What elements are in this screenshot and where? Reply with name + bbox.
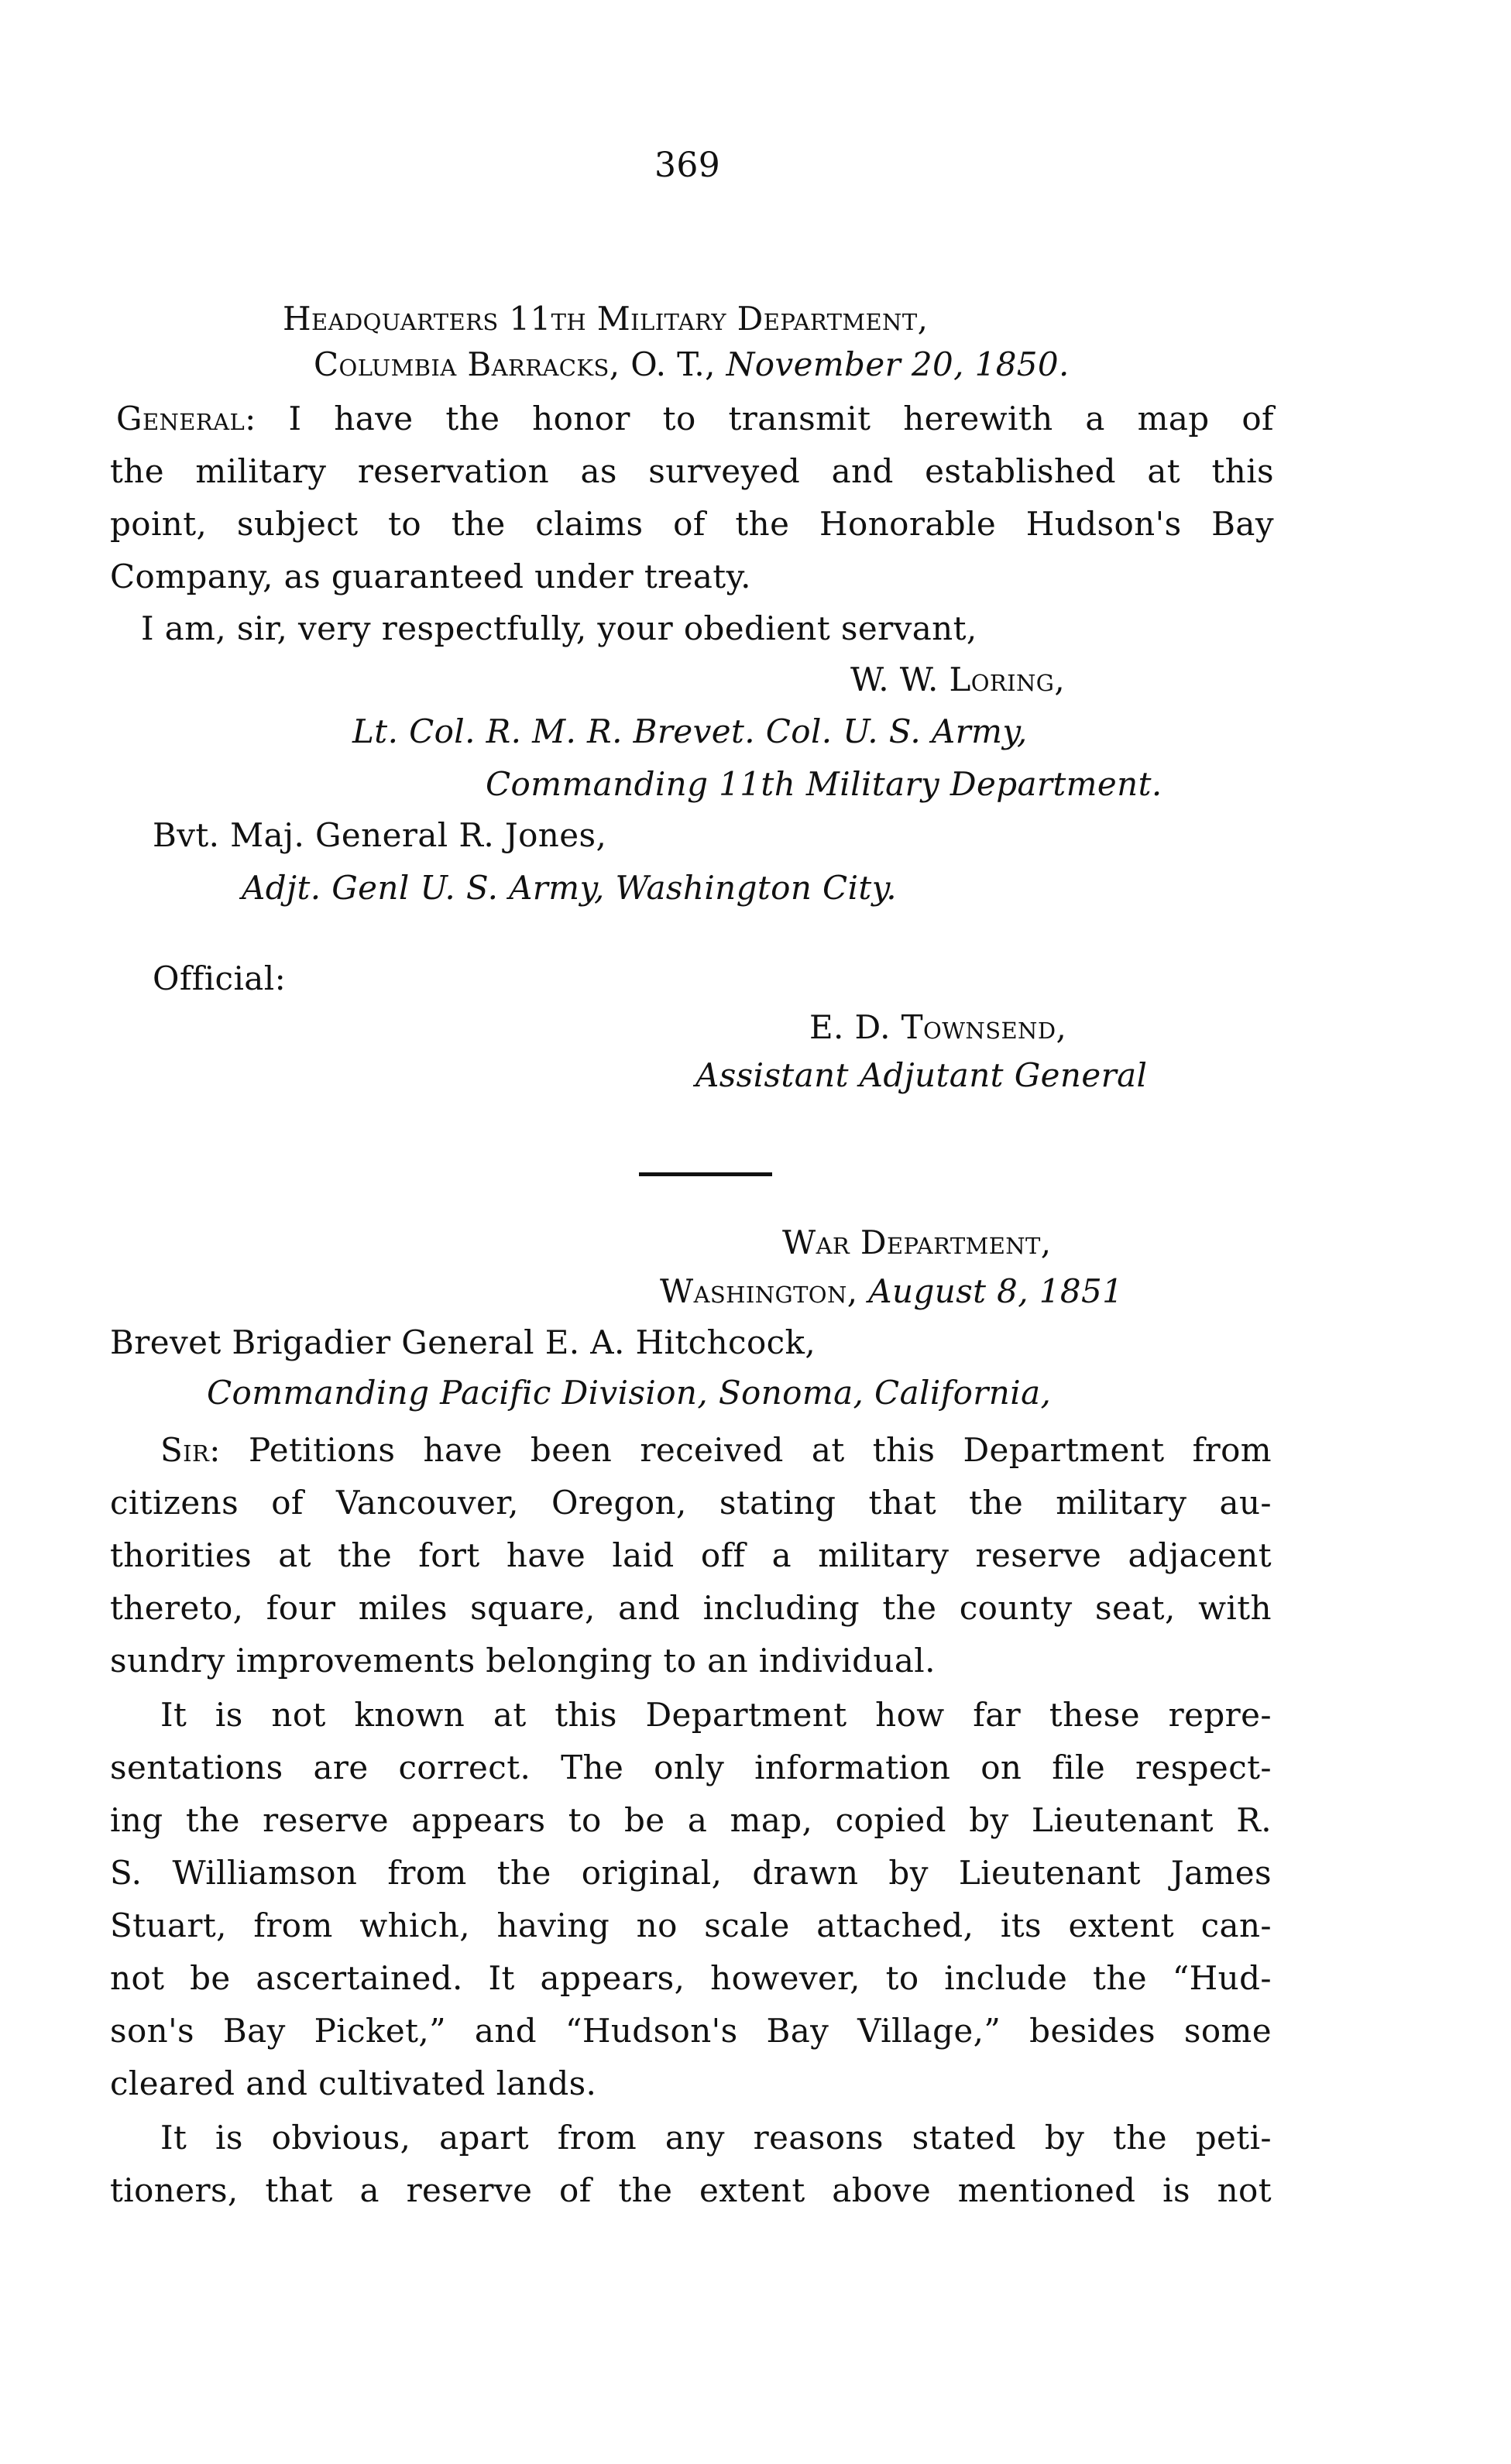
letter2-para1-line1 xyxy=(160,1429,1272,1472)
section-divider xyxy=(639,1172,772,1176)
letter2-para1-text: Petitions have been received at this Department from xyxy=(249,1431,1272,1469)
letter2-para2-line8: cleared and cultivated lands. xyxy=(110,2064,597,2102)
letter2-addressee-name: Brevet Brigadier General E. A. Hitchcock, xyxy=(110,1323,816,1361)
letter1-heading-line1: Headquarters 11th Military Department, xyxy=(283,300,929,338)
letter1-heading-line2 xyxy=(314,343,1070,386)
page-number: 369 xyxy=(654,146,721,185)
letter1-signer-title1: Lt. Col. R. M. R. Brevet. Col. U. S. Army, xyxy=(352,712,1028,750)
letter2-para3-line1: It is obvious, apart from any reasons stated by the peti- xyxy=(160,2119,1272,2157)
letter2-para2-line2: sentations are correct. The only information on file respect- xyxy=(110,1748,1272,1786)
letter1-body-line2: the military reservation as surveyed and established at this xyxy=(110,452,1274,490)
letter2-para1-line2: citizens of Vancouver, Oregon, stating that the military au- xyxy=(110,1484,1272,1522)
letter1-heading-place: Columbia Barracks, O. T., xyxy=(314,345,716,383)
letter2-para2-line5: Stuart, from which, having no scale attached, its extent can- xyxy=(110,1906,1272,1944)
letter2-addressee-title: Commanding Pacific Division, Sonoma, California, xyxy=(207,1374,1052,1412)
letter1-body-line1 xyxy=(116,397,1274,441)
letter1-body-text: I have the honor to transmit herewith a map of xyxy=(288,400,1274,438)
letter1-salutation: General: xyxy=(116,400,256,438)
letter2-para2-line1: It is not known at this Department how far these repre- xyxy=(160,1696,1272,1734)
letter2-para1-line5: sundry improvements belonging to an individual. xyxy=(110,1642,936,1680)
letter2-para2-line4: S. Williamson from the original, drawn by Lieutenant James xyxy=(110,1854,1272,1892)
letter2-para2-line6: not be ascertained. It appears, however, to include the “Hud- xyxy=(110,1959,1272,1997)
letter1-closing: I am, sir, very respectfully, your obedient servant, xyxy=(141,609,977,647)
letter1-signer-title2: Commanding 11th Military Department. xyxy=(486,765,1162,803)
letter1-body-line3: point, subject to the claims of the Honorable Hudson's Bay xyxy=(110,505,1274,543)
letter1-body-line4: Company, as guaranteed under treaty. xyxy=(110,558,751,595)
letter2-para2-line3: ing the reserve appears to be a map, copied by Lieutenant R. xyxy=(110,1801,1272,1839)
letter2-heading-line2 xyxy=(660,1270,1123,1313)
official-label: Official: xyxy=(153,959,287,997)
letter2-para1-line4: thereto, four miles square, and including the county seat, with xyxy=(110,1589,1272,1627)
letter2-para1-line3: thorities at the fort have laid off a military reserve adjacent xyxy=(110,1536,1272,1574)
letter2-heading-date: August 8, 1851 xyxy=(868,1272,1124,1310)
letter1-heading-date: November 20, 1850. xyxy=(726,345,1070,383)
letter1-signer-name: W. W. Loring, xyxy=(850,661,1066,698)
letter1-addressee-name: Bvt. Maj. General R. Jones, xyxy=(153,816,607,854)
letter2-para3-line2: tioners, that a reserve of the extent above mentioned is not xyxy=(110,2171,1272,2209)
official-title: Assistant Adjutant General xyxy=(695,1056,1148,1094)
official-name: E. D. Townsend, xyxy=(809,1008,1067,1046)
letter2-heading-place: Washington, xyxy=(660,1272,858,1310)
letter2-heading-line1: War Department, xyxy=(782,1223,1052,1261)
letter1-addressee-title: Adjt. Genl U. S. Army, Washington City. xyxy=(242,869,898,907)
letter2-para2-line7: son's Bay Picket,” and “Hudson's Bay Village,” besides some xyxy=(110,2012,1272,2050)
letter2-salutation: Sir: xyxy=(160,1431,221,1469)
